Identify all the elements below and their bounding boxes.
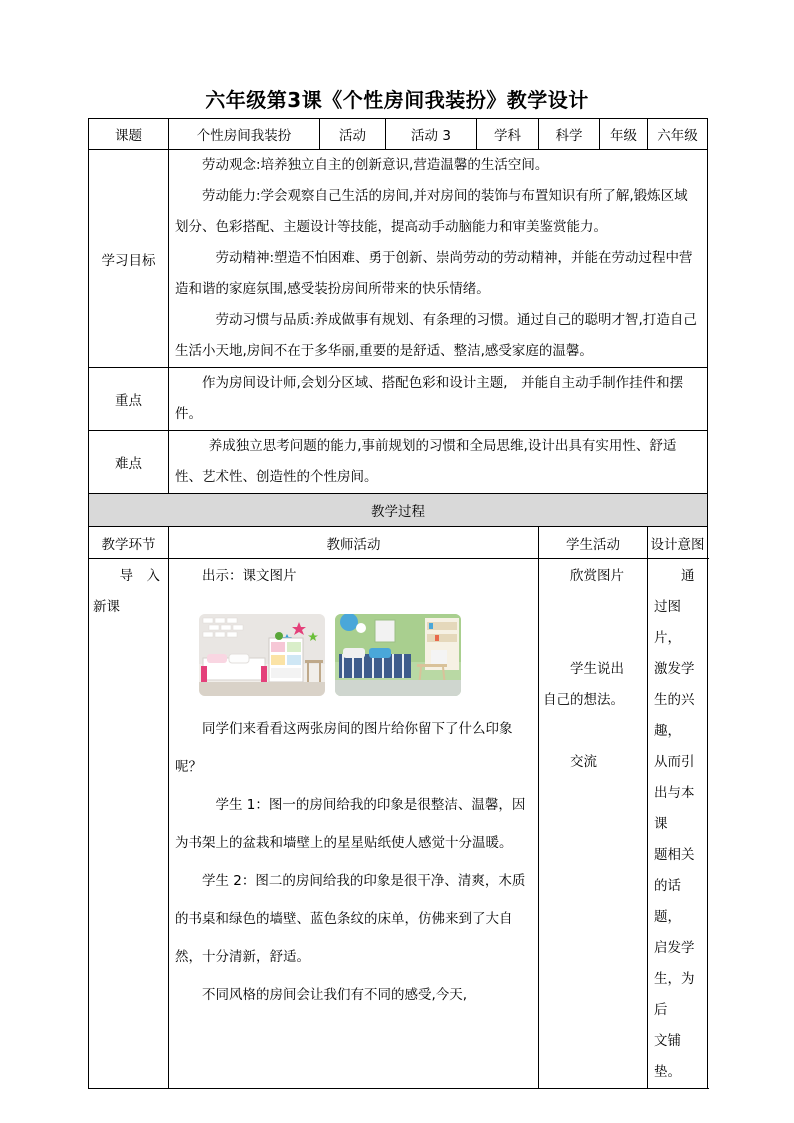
header-row [89, 119, 708, 150]
lesson-label: 课题 [89, 119, 169, 150]
grade-label: 年级 [600, 119, 648, 150]
teacher-student-answer-2: 学生 2：图二的房间给我的印象是很干净、清爽，木质的书桌和绿色的墙壁、蓝色条纹的床单，仿佛来到了大自然，十分清新，舒适。 [175, 873, 526, 965]
objective-ability: 劳动能力:学会观察自己生活的房间,并对房间的装饰与布置知识有所了解,锻炼区域划分、色彩搭配、主题设计等技能，提高动手动脑能力和审美鉴赏能力。 [175, 188, 688, 235]
objective-habit: 劳动习惯与品质:养成做事有规划、有条理的习惯。通过自己的聪明才智,打造自己生活小天地,房间不在于多华丽,重要的是舒适、整洁,感受家庭的温馨。 [175, 312, 697, 359]
process-section-title: 教学过程 [89, 494, 708, 527]
objectives-row [89, 150, 708, 368]
grade-value: 六年级 [648, 119, 708, 150]
student-activity-3: 交流 [570, 754, 597, 770]
difficulties-label: 难点 [89, 431, 169, 494]
intent-line-2: 激发学生的兴趣， [654, 661, 695, 739]
design-intent-cell [648, 559, 708, 1089]
key-points-label: 重点 [89, 368, 169, 431]
room-photo-1 [199, 614, 325, 696]
teacher-question: 同学们来看看这两张房间的图片给你留下了什么印象呢？ [175, 721, 513, 775]
intent-line-3: 从而引出与本课 [654, 754, 695, 832]
teacher-student-answer-1: 学生 1：图一的房间给我的印象是很整洁、温馨，因为书架上的盆栽和墙壁上的星星贴纸使人感觉十分温暖。 [175, 797, 526, 851]
subject-value: 科学 [539, 119, 600, 150]
key-points-text: 作为房间设计师,会划分区域、搭配色彩和设计主题, 并能自主动手制作挂件和摆件。 [175, 375, 684, 422]
intent-line-1: 通过图片， [654, 568, 695, 646]
col-header-stage: 教学环节 [89, 527, 169, 559]
difficulties-row [89, 431, 708, 494]
intro-row [89, 559, 708, 1089]
objective-spirit: 劳动精神:塑造不怕困难、勇于创新、崇尚劳动的劳动精神，并能在劳动过程中营造和谐的家庭氛围,感受装扮房间所带来的快乐情绪。 [175, 250, 693, 297]
teacher-show-line: 出示：课文图片 [202, 568, 297, 584]
lesson-value: 个性房间我装扮 [169, 119, 320, 150]
activity-label: 活动 [320, 119, 386, 150]
process-header-row [89, 527, 708, 559]
col-header-student: 学生活动 [539, 527, 648, 559]
subject-label: 学科 [477, 119, 539, 150]
teacher-transition: 不同风格的房间会让我们有不同的感受,今天, [202, 987, 468, 1003]
key-points-row [89, 368, 708, 431]
student-activity-2a: 学生说出 [570, 661, 624, 677]
teacher-activity-cell [169, 559, 539, 1089]
student-activity-cell [539, 559, 648, 1089]
difficulties-text: 养成独立思考问题的能力,事前规划的习惯和全局思维,设计出具有实用性、舒适性、艺术性、创造性的个性房间。 [175, 438, 677, 485]
intent-line-5: 启发学生，为后 [654, 940, 695, 1018]
objectives-label: 学习目标 [89, 150, 169, 368]
student-activity-1: 欣赏图片 [570, 568, 624, 584]
stage-cell [89, 559, 169, 1089]
activity-value: 活动 3 [386, 119, 477, 150]
room-photo-2 [335, 614, 461, 696]
process-section-row [89, 494, 708, 527]
page-title: 六年级第3课《个性房间我装扮》教学设计 [205, 88, 589, 112]
stage-label-1: 导 入 [119, 568, 160, 584]
student-activity-2b: 自己的想法。 [543, 692, 624, 708]
lesson-plan-table [88, 118, 708, 1089]
objective-concept: 劳动观念:培养独立自主的创新意识,营造温馨的生活空间。 [202, 157, 549, 173]
intent-line-4: 题相关的话题， [654, 847, 695, 925]
objectives-content [169, 150, 708, 368]
lesson-photos [169, 592, 538, 710]
col-header-intent: 设计意图 [648, 527, 708, 559]
stage-label-2: 新课 [93, 599, 120, 615]
intent-line-6: 文铺垫。 [654, 1033, 681, 1080]
col-header-teacher: 教师活动 [169, 527, 539, 559]
